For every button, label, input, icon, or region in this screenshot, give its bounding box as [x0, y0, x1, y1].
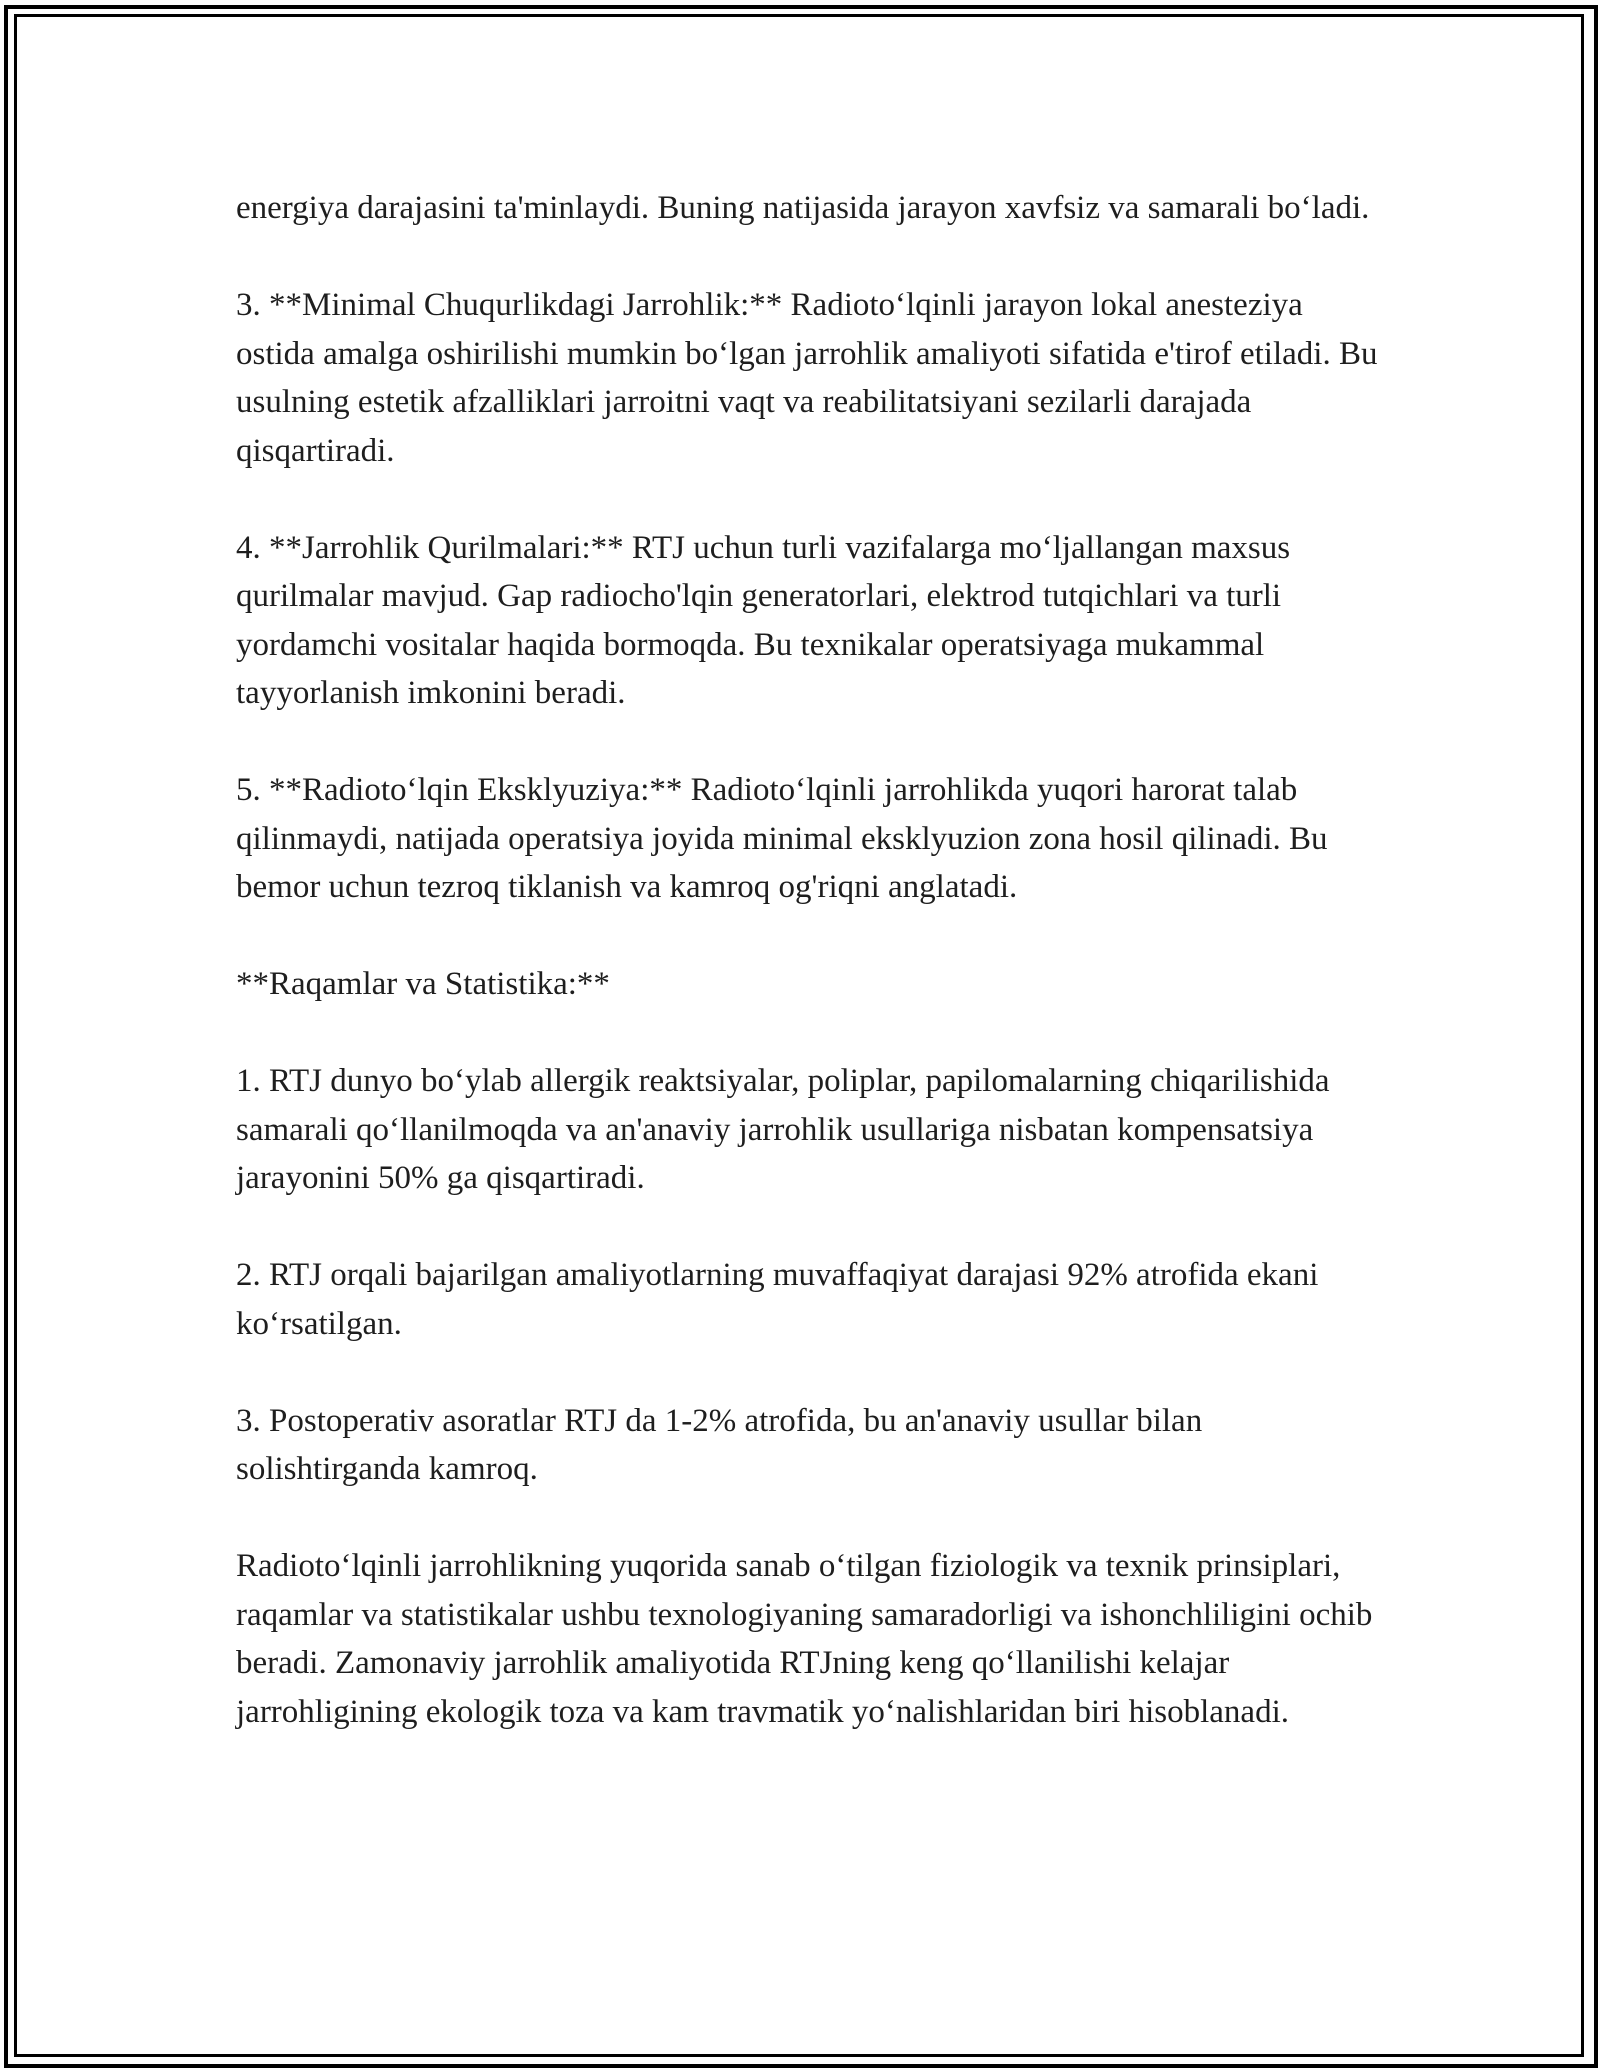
paragraph-stat-3: 3. Postoperativ asoratlar RTJ da 1-2% atrofida, bu an'anaviy usullar bilan solishtirganda kamroq. — [236, 1402, 1203, 1487]
paragraph-stat-1: 1. RTJ dunyo bo‘ylab allergik reaktsiyalar, poliplar, papilomalarning chiqarilishida samarali qo‘llanilmoqda va an'anaviy jarrohlik usullariga nisbatan kompensatsiya jarayonini 50% ga qisqartiradi. — [236, 1063, 1330, 1196]
paragraph-surgical-devices: 4. **Jarrohlik Qurilmalari:** RTJ uchun turli vazifalarga mo‘ljallangan maxsus qurilmalar mavjud. Gap radiocho'lqin generatorlari, elektrod tutqichlari va turli yordamchi vositalar haqida bormoqda. Bu texnikalar operatsiyaga mukammal tayyorlanish imkonini beradi. — [236, 529, 1291, 711]
paragraph-energy-continuation: energiya darajasini ta'minlaydi. Buning natijasida jarayon xavfsiz va samarali bo‘ladi. — [236, 190, 1370, 226]
paragraph-minimal-depth-surgery: 3. **Minimal Chuqurlikdagi Jarrohlik:** Radioto‘lqinli jarayon lokal anesteziya ostida amalga oshirilishi mumkin bo‘lgan jarrohlik amaliyoti sifatida e'tirof etiladi. Bu usulning estetik afzalliklari jarroitni vaqt va reabilitatsiyani sezilarli darajada qisqartiradi. — [236, 287, 1378, 469]
document-body — [236, 184, 1386, 1736]
paragraph-conclusion: Radioto‘lqinli jarrohlikning yuqorida sanab o‘tilgan fiziologik va texnik prinsiplari, raqamlar va statistikalar ushbu texnologiyaning samaradorligi va ishonchliligini ochib beradi. Zamonaviy jarrohlik amaliyotida RTJning keng qo‘llanilishi kelajar jarrohligining ekologik toza va kam travmatik yo‘nalishlaridan biri hisoblanadi. — [236, 1548, 1373, 1730]
heading-numbers-statistics: **Raqamlar va Statistika:** — [236, 966, 610, 1002]
paragraph-stat-2: 2. RTJ orqali bajarilgan amaliyotlarning muvaffaqiyat darajasi 92% atrofida ekani ko‘rsatilgan. — [236, 1257, 1319, 1342]
paragraph-radiowave-exclusion: 5. **Radioto‘lqin Eksklyuziya:** Radioto‘lqinli jarrohlikda yuqori harorat talab qilinmaydi, natijada operatsiya joyida minimal eksklyuzion zona hosil qilinadi. Bu bemor uchun tezroq tiklanish va kamroq og'riqni anglatadi. — [236, 772, 1328, 905]
